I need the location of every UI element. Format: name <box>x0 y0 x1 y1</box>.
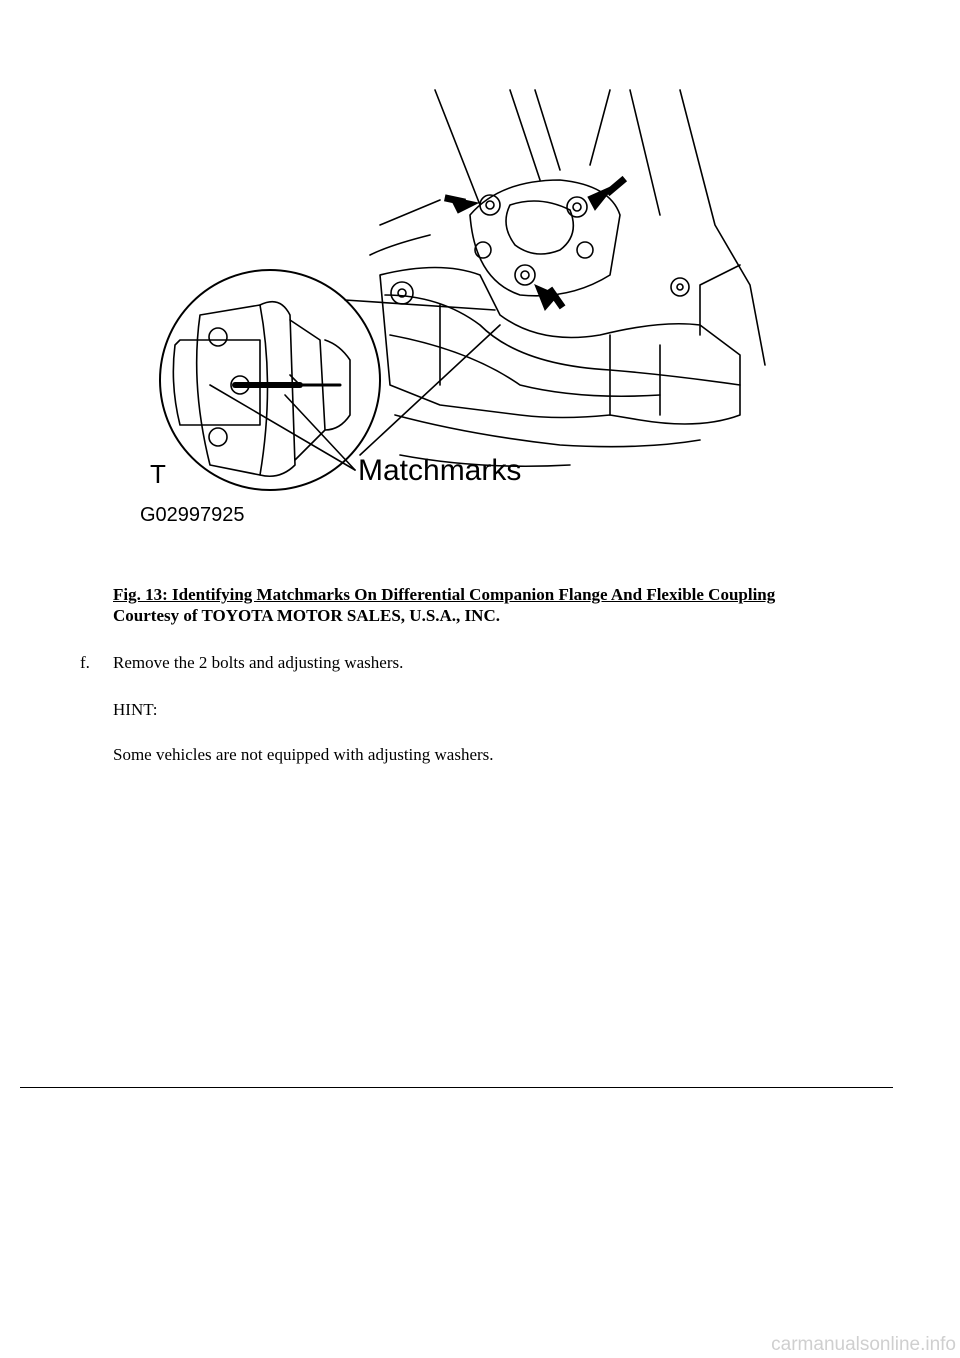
step-text: Remove the 2 bolts and adjusting washers. <box>113 653 404 672</box>
figure-corner-letter: T <box>150 459 166 489</box>
graphic-id: G02997925 <box>140 504 245 526</box>
differential-flange-drawing <box>140 85 780 535</box>
callout-label: Matchmarks <box>358 454 522 487</box>
page-divider <box>20 1087 893 1088</box>
hint-text: Some vehicles are not equipped with adjusting washers. <box>113 745 494 764</box>
watermark: carmanualsonline.info <box>771 1334 956 1355</box>
step-letter: f. <box>80 653 90 672</box>
caption-credit: Courtesy of TOYOTA MOTOR SALES, U.S.A., INC. <box>113 606 500 625</box>
illustration-matchmarks <box>140 85 780 535</box>
hint-label: HINT: <box>113 700 158 719</box>
step-item <box>80 652 840 673</box>
figure-caption <box>113 584 775 626</box>
caption-title[interactable]: Fig. 13: Identifying Matchmarks On Differential Companion Flange And Flexible Coupling <box>113 585 776 604</box>
